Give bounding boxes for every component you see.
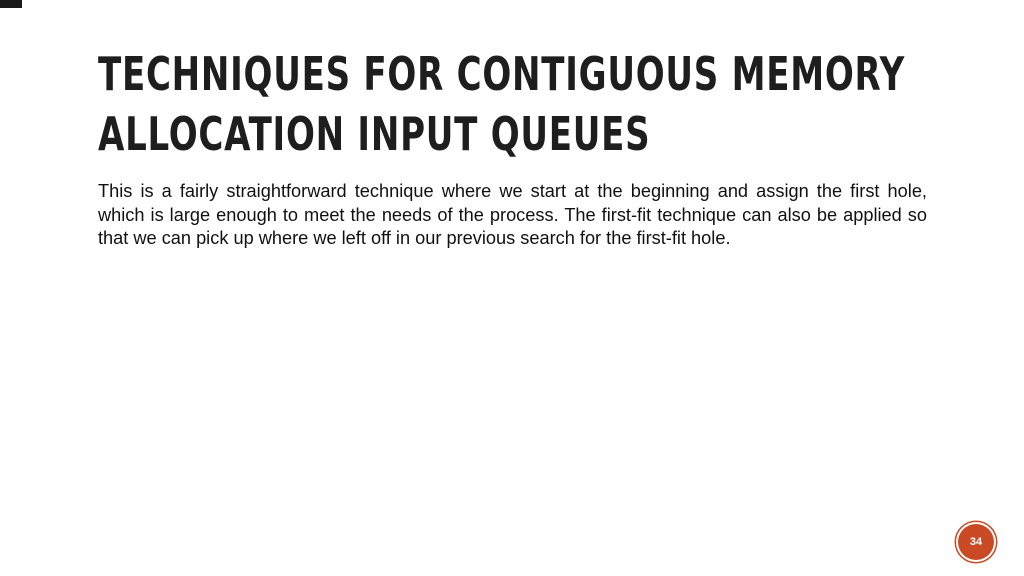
top-corner-bar bbox=[0, 0, 22, 8]
page-number-badge bbox=[958, 524, 994, 560]
slide-title-line-1: TECHNIQUES FOR CONTIGUOUS MEMORY bbox=[98, 47, 905, 101]
slide-title bbox=[98, 44, 905, 164]
page-number: 34 bbox=[969, 536, 983, 548]
slide-title-line-2: ALLOCATION INPUT QUEUES bbox=[98, 107, 651, 161]
slide-body-text: This is a fairly straightforward technique where we start at the beginning and assign the first hole, which is large enough to meet the needs of the process. The first-fit technique can also be applied so that we can pick up where we left off in our previous search for the first-fit hole. bbox=[98, 181, 927, 248]
